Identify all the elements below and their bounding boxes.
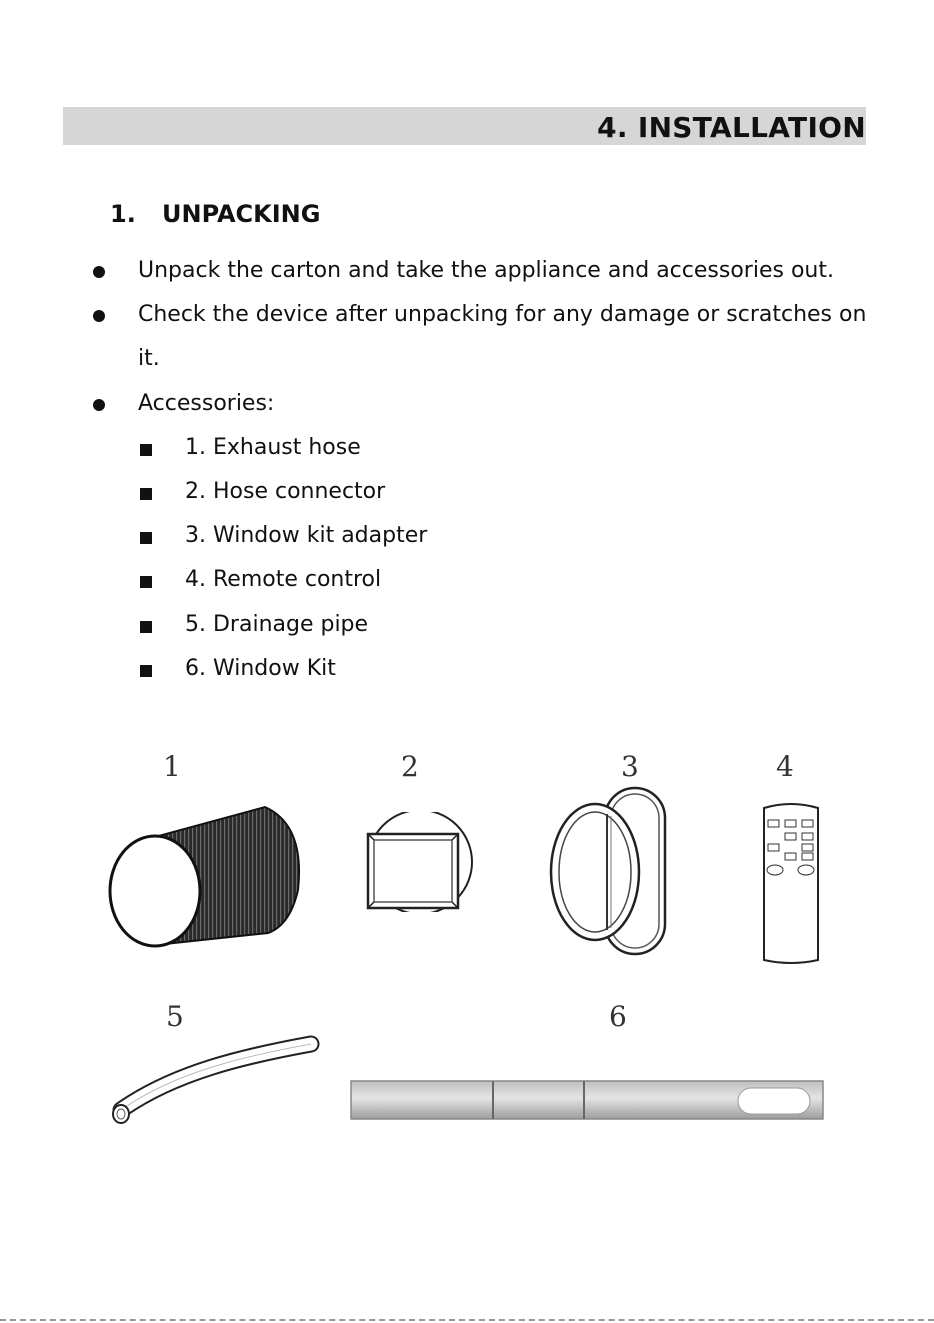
window-kit-icon <box>348 1076 828 1124</box>
sub-bullet-square <box>140 621 152 633</box>
accessory-item: 1. Exhaust hose <box>185 435 361 460</box>
bullet-check-continuation: it. <box>138 346 160 371</box>
window-kit-adapter-icon <box>545 786 673 958</box>
section-number: 1. <box>110 200 136 228</box>
hose-connector-icon <box>362 812 480 912</box>
accessory-item: 2. Hose connector <box>185 479 386 504</box>
figure-label: 4 <box>776 750 794 783</box>
figure-label: 3 <box>621 750 639 783</box>
chapter-header-bar <box>63 107 866 145</box>
drainage-pipe-icon <box>105 1034 325 1134</box>
bullet-check: Check the device after unpacking for any damage or scratches on <box>138 302 867 327</box>
figure-label: 5 <box>166 1000 184 1033</box>
bullet-dot <box>93 310 105 322</box>
sub-bullet-square <box>140 488 152 500</box>
sub-bullet-square <box>140 444 152 456</box>
chapter-title: 4. INSTALLATION <box>597 111 866 144</box>
page-bottom-dashed-border <box>0 1319 934 1321</box>
accessory-item: 3. Window kit adapter <box>185 523 428 548</box>
figure-label: 6 <box>609 1000 627 1033</box>
sub-bullet-square <box>140 532 152 544</box>
accessory-item: 5. Drainage pipe <box>185 612 369 637</box>
figure-label: 1 <box>163 750 181 783</box>
exhaust-hose-icon <box>100 795 310 955</box>
remote-control-icon <box>760 800 822 968</box>
bullet-unpack: Unpack the carton and take the appliance and accessories out. <box>138 258 834 283</box>
bullet-accessories: Accessories: <box>138 391 275 416</box>
accessory-item: 4. Remote control <box>185 567 382 592</box>
accessory-item: 6. Window Kit <box>185 656 336 681</box>
sub-bullet-square <box>140 576 152 588</box>
section-title: UNPACKING <box>162 200 321 228</box>
figure-label: 2 <box>401 750 419 783</box>
bullet-dot <box>93 399 105 411</box>
sub-bullet-square <box>140 665 152 677</box>
bullet-dot <box>93 266 105 278</box>
section-heading <box>110 200 320 228</box>
